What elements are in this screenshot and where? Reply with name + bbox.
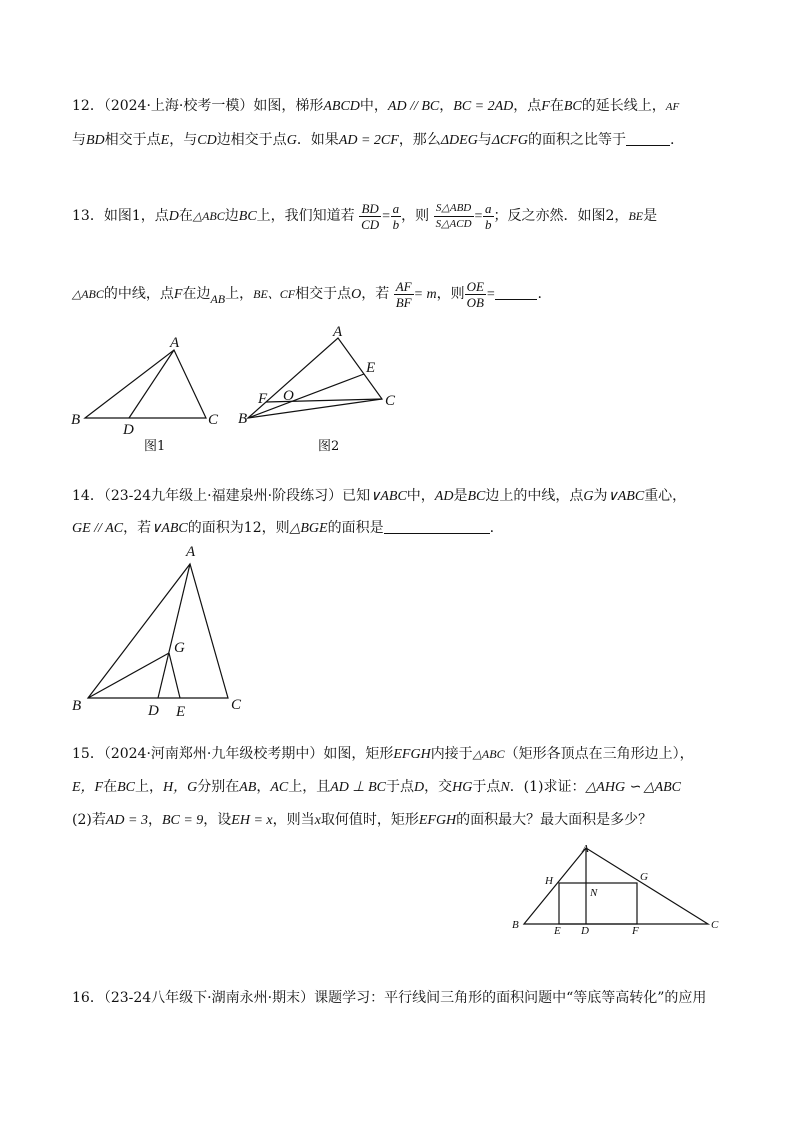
q15-text: ，	[256, 779, 271, 795]
q12-math: AF	[665, 101, 680, 113]
q15-text: ，	[147, 812, 162, 828]
q14-math: ∨ABC	[151, 521, 188, 536]
q15-math: BC = 9	[161, 813, 204, 828]
q14-text: ，若	[123, 520, 152, 536]
segment-bg	[88, 653, 169, 698]
q12-text: 在	[549, 98, 564, 114]
fraction-a-b: $\frac{a}{b}$	[392, 200, 400, 232]
q15-line3	[72, 810, 652, 831]
q13-text: 如图1，点	[103, 208, 169, 224]
q12-math: BC = 2AD	[453, 99, 514, 114]
q14-number: 14．	[72, 488, 104, 504]
q15-math: E，F	[72, 780, 104, 795]
label-a: A	[582, 843, 589, 855]
label-h: H	[545, 875, 553, 887]
q16-text: 课题学习：平行线间三角形的面积问题中“等底等高转化”的应用	[314, 990, 707, 1006]
q12-text: 中，	[359, 98, 388, 114]
q15-math: N	[500, 780, 510, 795]
q15-math: AD = 3	[105, 813, 148, 828]
label-e: E	[176, 704, 186, 720]
q13-text: 边	[224, 208, 239, 224]
q15-text: ，设	[203, 812, 232, 828]
q12-text: ．如果	[296, 132, 339, 148]
q12-line2	[72, 130, 674, 151]
q15-line1	[72, 744, 694, 765]
triangle-abc	[88, 564, 228, 698]
label-n: N	[590, 887, 598, 899]
q14-figure	[60, 540, 260, 720]
q13-math: =	[473, 209, 484, 224]
q12-math: F	[541, 99, 550, 114]
q15-text: ，则当	[272, 812, 315, 828]
q15-text: 如图，矩形	[323, 746, 394, 762]
q13-text: 在边	[182, 286, 211, 302]
q16-source: （23-24八年级下·湖南永州·期末）	[103, 990, 315, 1006]
q12-text: 边相交于点	[216, 132, 287, 148]
q12-text: ，点	[513, 98, 542, 114]
q14-text: 边上的中线，点	[485, 488, 584, 504]
q13-math: △ABC	[192, 209, 225, 223]
q12-text: 与	[72, 132, 86, 148]
q12-math: ΔCFG	[491, 133, 529, 148]
label-c: C	[711, 919, 719, 931]
label-e: E	[554, 925, 561, 937]
label-a: A	[170, 335, 180, 351]
q12-text: 相交于点	[104, 132, 161, 148]
q12-math: AD // BC	[387, 99, 440, 114]
q15-math: HG	[452, 780, 473, 795]
q14-text: 是	[453, 488, 468, 504]
q14-text: 为	[593, 488, 608, 504]
label-c: C	[208, 412, 219, 428]
segment-ge	[169, 653, 180, 698]
q13-line2	[72, 276, 542, 317]
q12-source: （2024·上海·校考一模）	[103, 98, 254, 114]
label-d: D	[123, 422, 134, 438]
q12-math: ΔDEG	[440, 133, 478, 148]
label-d: D	[581, 925, 589, 937]
q13-text: 上，我们知道若	[256, 208, 355, 224]
q13-math: D	[168, 209, 179, 224]
q13-text: ，则	[401, 208, 430, 224]
q15-math: AD ⊥ BC	[330, 780, 386, 795]
q14-text: 的面积为12，则	[187, 520, 290, 536]
q15-math: △AHG ∽ △ABC	[585, 780, 682, 795]
fraction-oe-ob: $\frac{OE}{OB}$	[466, 278, 485, 310]
q15-math: EFGH	[418, 813, 457, 828]
rectangle-efgh	[559, 883, 637, 924]
q13-text: 的中线，点	[103, 286, 174, 302]
q15-text: ，交	[424, 779, 453, 795]
label-c: C	[231, 697, 242, 713]
q12-math: G	[286, 133, 297, 148]
q12-text: .	[670, 132, 675, 148]
q13-text: ，若	[361, 286, 390, 302]
q15-text: ．(1)求证：	[509, 779, 586, 795]
q13-math: = m	[413, 287, 437, 302]
q14-math: ∨ABC	[370, 489, 407, 504]
q13-math: BE、CF	[253, 287, 296, 301]
q14-line1	[72, 486, 686, 507]
q16-number: 16．	[72, 990, 104, 1006]
q15-text: 上，且	[288, 779, 331, 795]
q15-text: 于点	[385, 779, 414, 795]
q12-math: ABCD	[323, 99, 360, 114]
q15-math: AC	[270, 780, 289, 795]
q15-math: EFGH	[393, 747, 431, 762]
q12-text: ，	[439, 98, 454, 114]
q15-math: H，G	[163, 780, 198, 795]
q13-figure-2	[236, 322, 416, 460]
label-b: B	[512, 919, 519, 931]
q13-text: .	[537, 286, 542, 302]
q12-text: 如图，梯形	[253, 98, 324, 114]
q15-text: 上，	[135, 779, 163, 795]
q14-source: （23-24九年级上·福建泉州·阶段练习）	[103, 488, 343, 504]
q15-text: 的面积最大？最大面积是多少？	[456, 812, 653, 828]
q14-math: ∨ABC	[607, 489, 645, 504]
q12-line1	[72, 96, 679, 117]
q15-math: BC	[117, 780, 135, 795]
label-b: B	[72, 698, 82, 714]
q13-text: 上，	[225, 286, 254, 302]
q15-text: （矩形各顶点在三角形边上），	[504, 746, 694, 762]
q16-line1	[72, 988, 706, 1008]
q14-text: 已知	[342, 488, 371, 504]
q15-text: 在	[103, 779, 118, 795]
q14-math: G	[583, 489, 594, 504]
label-b: B	[71, 412, 81, 428]
q14-text: .	[489, 520, 495, 536]
q14-text: 的面积是	[327, 520, 384, 536]
q12-text: 的延长线上，	[581, 98, 666, 114]
q13-math: =	[381, 209, 391, 224]
triangle-abc	[248, 338, 382, 418]
q13-text: ，则	[436, 286, 465, 302]
q13-text: 在	[178, 208, 193, 224]
q13-text: 相交于点	[295, 286, 352, 302]
q15-number: 15．	[72, 746, 104, 762]
q13-math: △ABC	[72, 287, 104, 301]
q14-text: 中，	[406, 488, 435, 504]
q13-line1	[72, 198, 657, 235]
q15-math: D	[413, 780, 425, 795]
q15-text: (2)若	[72, 812, 106, 828]
label-a: A	[186, 544, 196, 560]
q15-math: x	[314, 813, 321, 828]
label-e: E	[366, 360, 376, 376]
fraction-bd-cd: $\frac{BD}{CD}$	[361, 200, 380, 232]
q12-math: CD	[197, 133, 217, 148]
q13-math: =	[486, 287, 496, 302]
q15-source: （2024·河南郑州·九年级校考期中）	[103, 746, 324, 762]
label-f: F	[632, 925, 639, 937]
q13-math: BE	[628, 209, 644, 223]
q13-math: BC	[238, 209, 257, 224]
q14-math: GE // AC	[72, 521, 124, 536]
q14-math: △BGE	[289, 521, 328, 536]
answer-blank	[384, 519, 490, 534]
fraction-af-bf: $\frac{AF}{BF}$	[395, 278, 412, 310]
label-o: O	[283, 388, 294, 404]
q12-math: E	[160, 133, 170, 148]
fraction-a-b-2: $\frac{a}{b}$	[485, 200, 492, 232]
q15-text: 分别在	[197, 779, 240, 795]
q12-text: ，与	[169, 132, 198, 148]
q12-text: ，那么	[398, 132, 441, 148]
q15-math: △ABC	[472, 747, 505, 761]
fraction-area-ratio: $\frac{\text{S△ABD}}{\text{S△ACD}}$	[435, 201, 472, 230]
label-d: D	[148, 703, 159, 719]
answer-blank	[626, 131, 670, 146]
q13-math: O	[351, 287, 362, 302]
q13-math: F	[173, 287, 183, 302]
segment-ad	[129, 350, 174, 418]
q14-line2	[72, 518, 494, 539]
answer-blank	[495, 285, 537, 300]
q12-number: 12．	[72, 98, 104, 114]
q13-number: 13．	[72, 208, 104, 224]
q12-math: AD = 2CF	[338, 133, 399, 148]
q15-text: 取何值时，矩形	[320, 812, 419, 828]
q14-math: AD	[434, 489, 454, 504]
label-c: C	[385, 393, 396, 409]
triangle-abc	[85, 350, 206, 418]
q15-figure	[500, 838, 740, 938]
q12-text: 与	[477, 132, 492, 148]
q13-math: AB	[210, 292, 226, 306]
q12-math: BD	[86, 133, 105, 148]
q14-text: 重心，	[644, 488, 687, 504]
q12-text: 的面积之比等于	[528, 132, 627, 148]
q12-math: BC	[563, 99, 582, 114]
q15-line2	[72, 777, 681, 798]
figure-caption: 图2	[318, 439, 340, 454]
q15-text: 内接于	[430, 746, 473, 762]
label-b: B	[238, 411, 248, 427]
figure-caption: 图1	[144, 439, 166, 454]
label-f: F	[258, 391, 268, 407]
q13-figure-1	[60, 330, 240, 460]
q15-math: AB	[239, 780, 257, 795]
q15-math: EH = x	[231, 813, 273, 828]
label-a: A	[333, 324, 343, 340]
label-g: G	[640, 871, 648, 883]
q13-text: ；反之亦然．如图2，	[493, 208, 629, 224]
q15-text: 于点	[472, 779, 501, 795]
q13-text: 是	[643, 208, 658, 224]
label-g: G	[174, 640, 185, 656]
q14-math: BC	[467, 489, 486, 504]
